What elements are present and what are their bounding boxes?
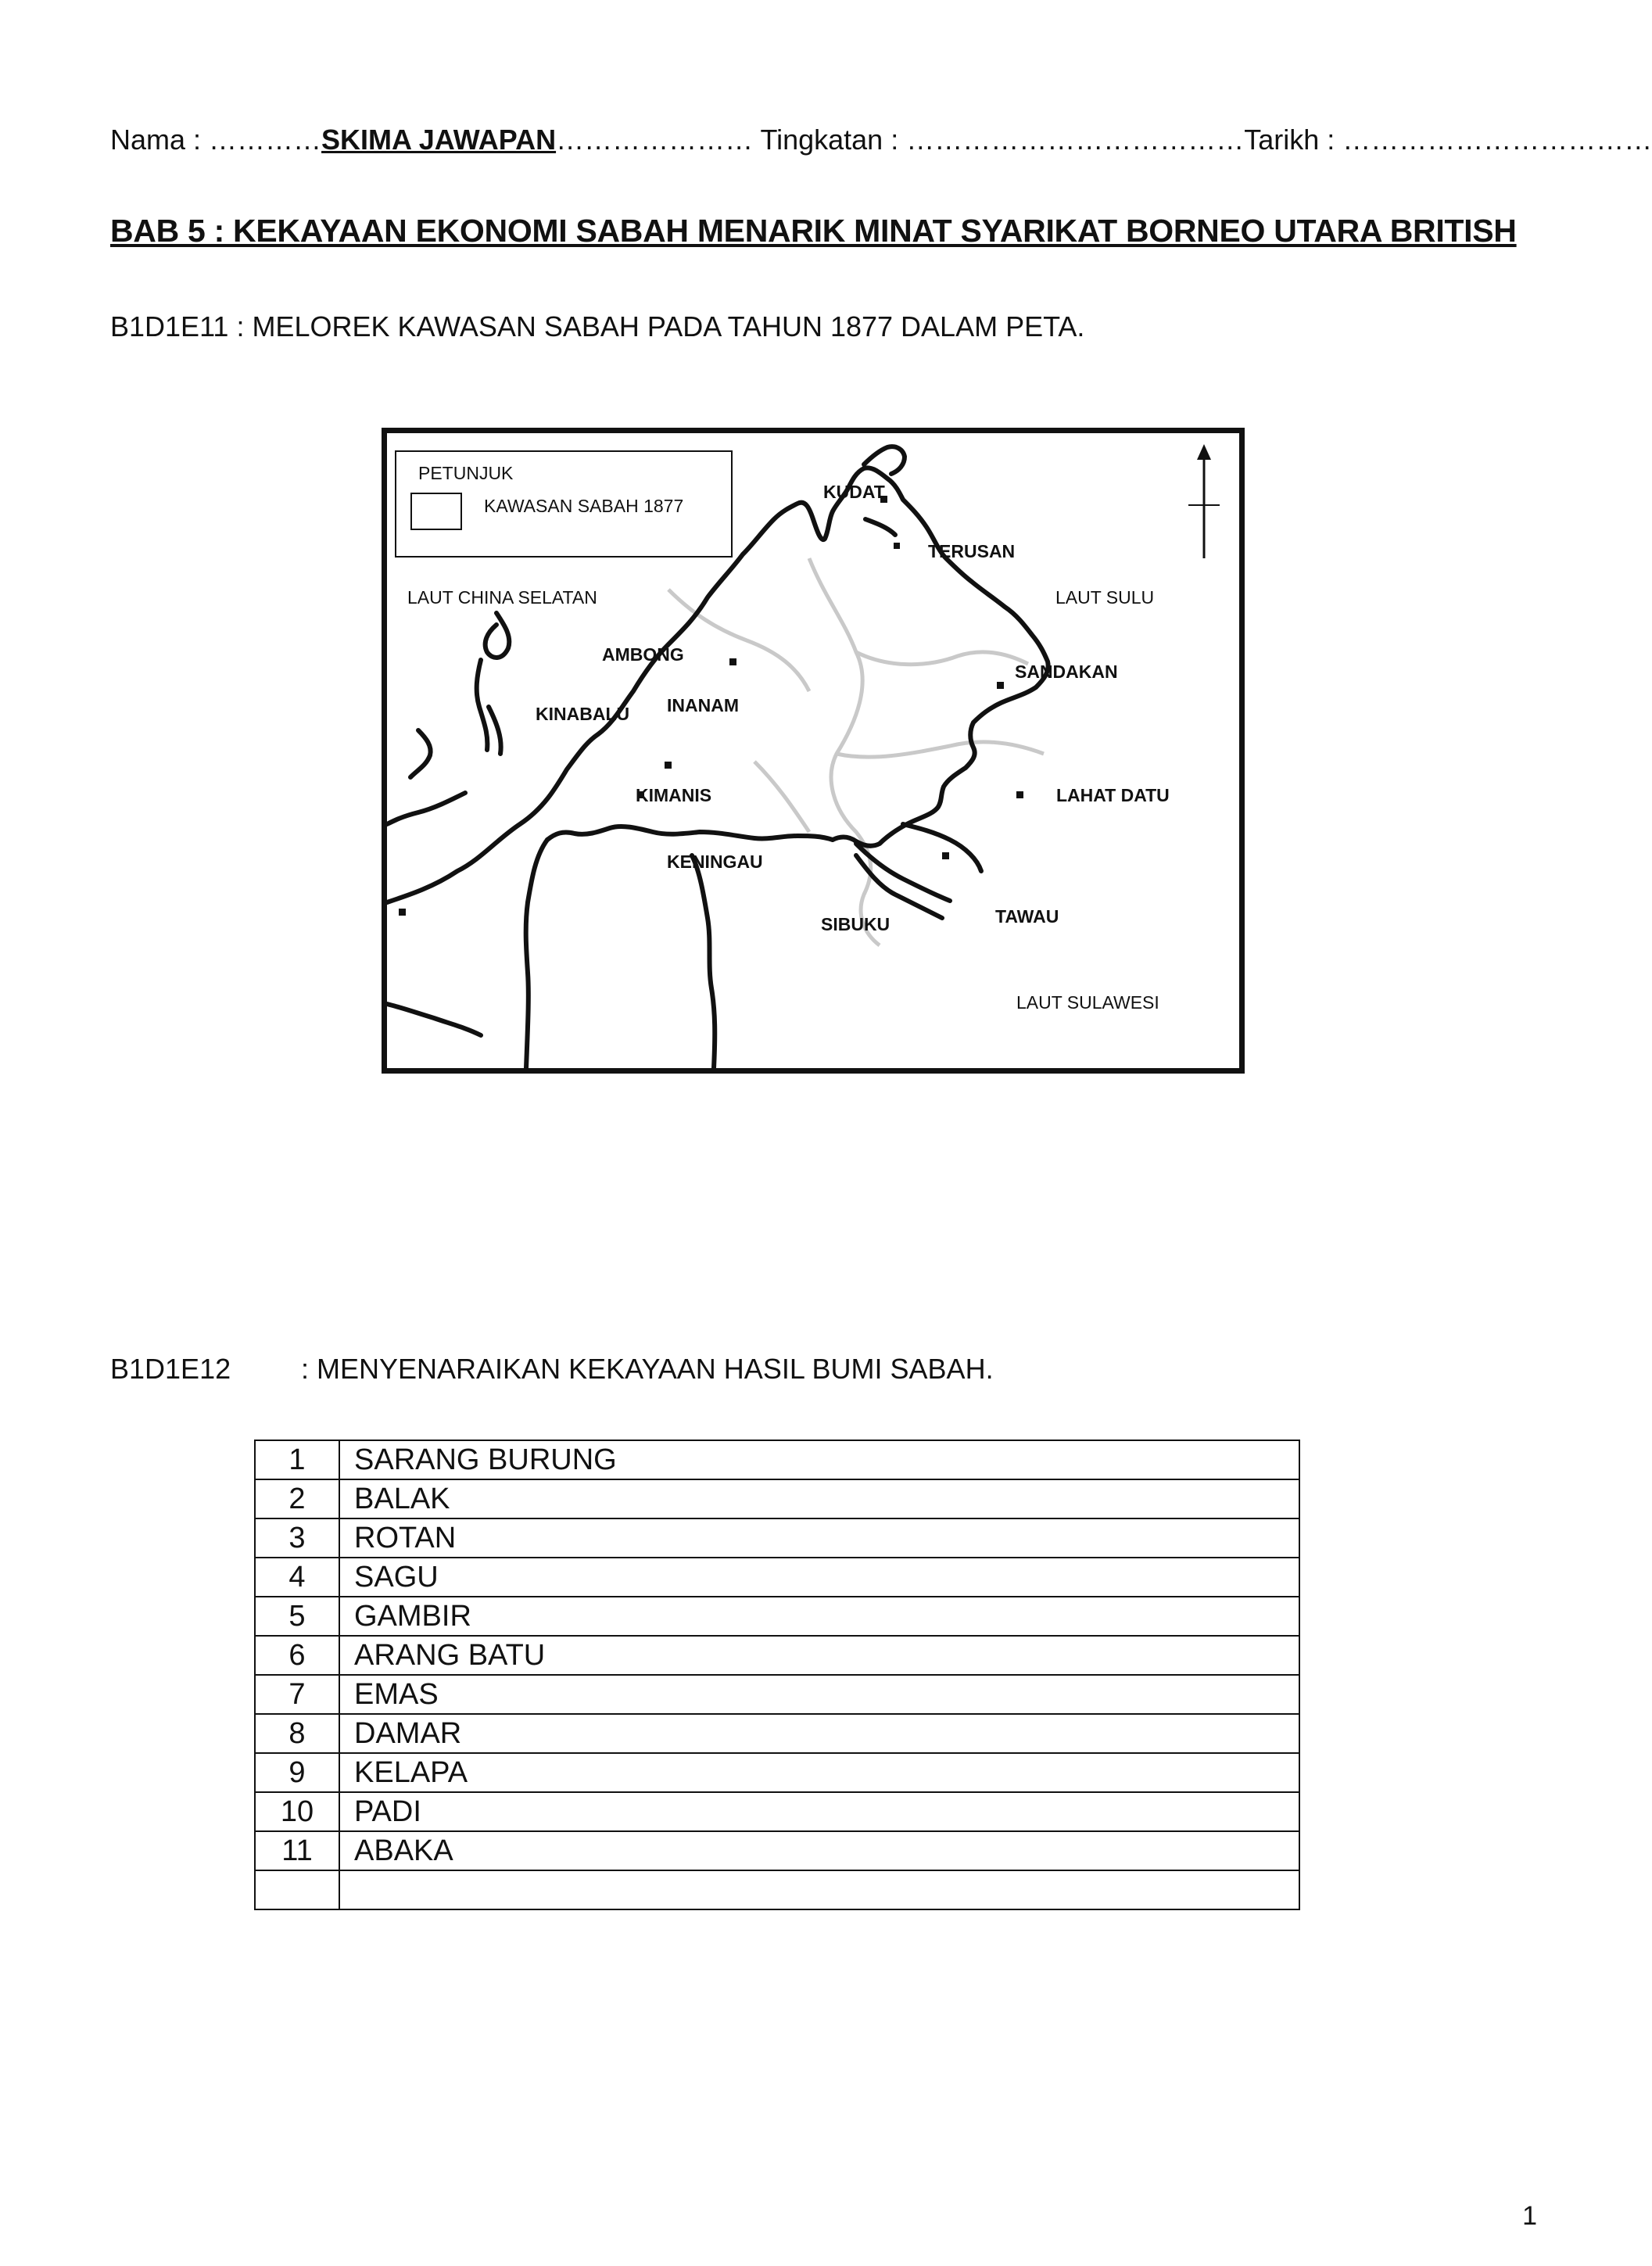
place-label-ambong: AMBONG	[602, 644, 684, 665]
row-number: 8	[255, 1714, 339, 1753]
table-row	[255, 1636, 1299, 1675]
table-row	[255, 1518, 1299, 1558]
chapter-title: BAB 5 : KEKAYAAN EKONOMI SABAH MENARIK MINAT SYARIKAT BORNEO UTARA BRITISH	[110, 213, 1517, 249]
sea-label-sulawesi: LAUT SULAWESI	[1016, 992, 1159, 1013]
place-label-keningau: KENINGAU	[667, 852, 763, 872]
north-arrow-icon	[1188, 444, 1220, 558]
name-dots: …………………	[556, 124, 761, 156]
place-label-terusan: TERUSAN	[928, 541, 1016, 561]
row-number: 2	[255, 1479, 339, 1518]
table-row	[255, 1558, 1299, 1597]
resource-name: EMAS	[339, 1675, 1299, 1714]
resource-name: DAMAR	[339, 1714, 1299, 1753]
resource-name: PADI	[339, 1792, 1299, 1831]
row-number	[255, 1870, 339, 1909]
table-row	[255, 1597, 1299, 1636]
table-row	[255, 1753, 1299, 1792]
resource-name: ROTAN	[339, 1518, 1299, 1558]
place-label-kimanis: KIMANIS	[636, 785, 712, 805]
name-value: SKIMA JAWAPAN	[321, 124, 557, 156]
place-label-sibuku: SIBUKU	[821, 914, 891, 934]
table-row	[255, 1792, 1299, 1831]
task2-instruction: : MENYENARAIKAN KEKAYAAN HASIL BUMI SABAH.	[301, 1353, 994, 1385]
row-number: 3	[255, 1518, 339, 1558]
legend-label: KAWASAN SABAH 1877	[484, 496, 684, 516]
table-row	[255, 1714, 1299, 1753]
place-label-lahat-datu: LAHAT DATU	[1056, 785, 1170, 805]
row-number: 9	[255, 1753, 339, 1792]
resource-name: BALAK	[339, 1479, 1299, 1518]
student-info-line	[110, 124, 1652, 156]
table-row	[255, 1870, 1299, 1909]
row-number: 7	[255, 1675, 339, 1714]
sabah-map	[382, 428, 1245, 1074]
row-number: 10	[255, 1792, 339, 1831]
resource-name: ARANG BATU	[339, 1636, 1299, 1675]
table-row	[255, 1440, 1299, 1479]
sea-label-south-china-sea: LAUT CHINA SELATAN	[407, 587, 597, 608]
resource-name: KELAPA	[339, 1753, 1299, 1792]
map-legend	[395, 450, 733, 558]
row-number: 6	[255, 1636, 339, 1675]
legend-title: PETUNJUK	[418, 463, 514, 483]
row-number: 4	[255, 1558, 339, 1597]
task2-code: B1D1E12	[110, 1353, 231, 1385]
place-label-tawau: TAWAU	[995, 906, 1059, 927]
place-label-sandakan: SANDAKAN	[1015, 662, 1118, 682]
legend-swatch	[410, 493, 462, 530]
page-number: 1	[1522, 2201, 1537, 2231]
place-label-inanam: INANAM	[667, 695, 739, 715]
row-number: 5	[255, 1597, 339, 1636]
sea-label-sulu: LAUT SULU	[1055, 587, 1155, 608]
class-label: Tingkatan : ………………………………	[760, 124, 1245, 156]
task1-instruction: B1D1E11 : MELOREK KAWASAN SABAH PADA TAHUN 1877 DALAM PETA.	[110, 310, 1085, 342]
resource-name: SARANG BURUNG	[339, 1440, 1299, 1479]
resource-name: GAMBIR	[339, 1597, 1299, 1636]
table-row	[255, 1675, 1299, 1714]
resources-table	[254, 1440, 1300, 1910]
row-number: 11	[255, 1831, 339, 1870]
resource-name: ABAKA	[339, 1831, 1299, 1870]
table-row	[255, 1479, 1299, 1518]
place-label-kinabalu: KINABALU	[536, 704, 630, 724]
resource-name	[339, 1870, 1299, 1909]
table-row	[255, 1831, 1299, 1870]
name-label: Nama : …………	[110, 124, 322, 156]
resource-name: SAGU	[339, 1558, 1299, 1597]
row-number: 1	[255, 1440, 339, 1479]
place-label-kudat: KUDAT	[823, 482, 885, 502]
date-label: Tarikh : ……………………………	[1244, 124, 1652, 156]
